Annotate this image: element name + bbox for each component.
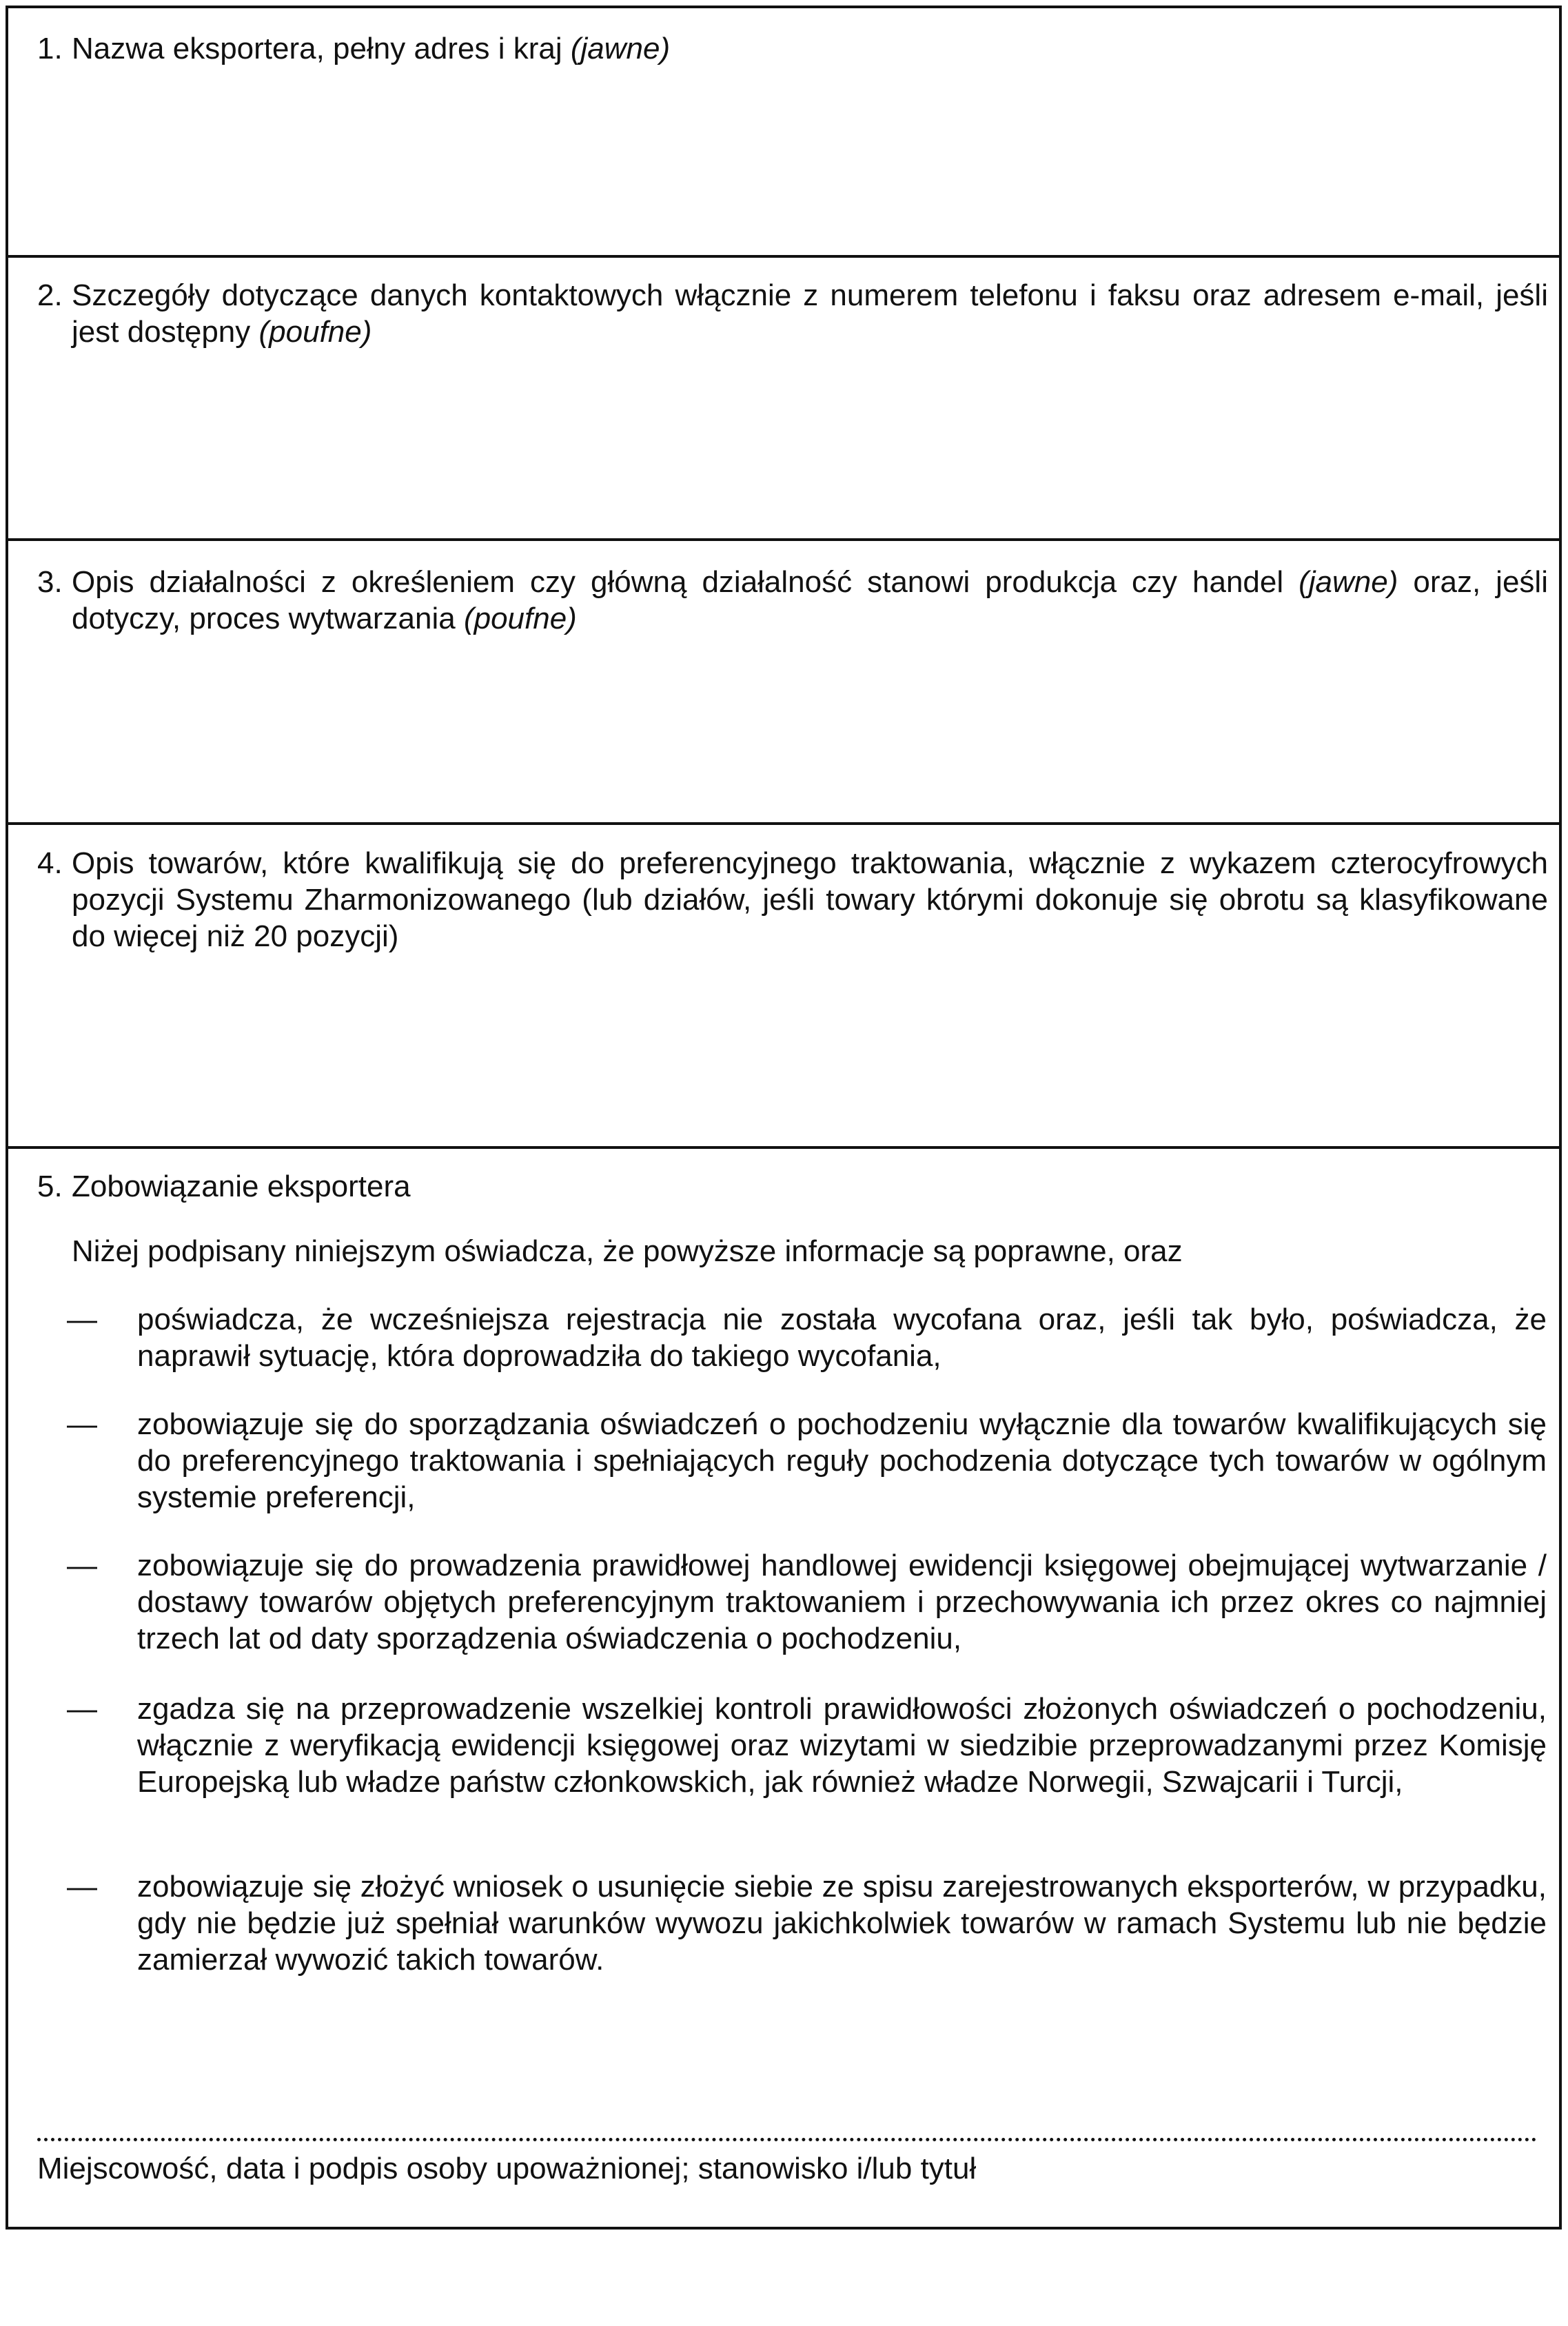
dash-bullet: — <box>67 1549 97 1582</box>
undertaking-item <box>67 1301 1547 1374</box>
section-exporter-undertaking <box>8 1149 1559 2224</box>
field-number: 2. <box>37 278 63 312</box>
undertaking-item <box>67 1406 1547 1516</box>
field-text: oraz, jeśli dotyczy, proces wytwarzania <box>72 565 1548 635</box>
field-text: Nazwa eksportera, pełny adres i kraj <box>72 32 571 65</box>
section-activity-description <box>8 541 1559 825</box>
field-text: Opis działalności z określeniem czy główną działalność stanowi produkcja czy handel <box>72 565 1299 599</box>
dash-bullet: — <box>67 1870 97 1904</box>
dash-bullet: — <box>67 1303 97 1336</box>
field-number: 1. <box>37 32 63 65</box>
undertaking-item-text: zgadza się na przeprowadzenie wszelkiej kontroli prawidłowości złożonych oświadczeń o pochodzeniu, włącznie z weryfikacją ewidencji księgowej oraz wizytami w siedzibie przeprowadzanymi przez Komisję Europejską lub władze państw członkowskich, jak również władze Norwegii, Szwajcarii i Turcji, <box>137 1692 1547 1799</box>
undertaking-item <box>67 1547 1547 1657</box>
field-text: Opis towarów, które kwalifikują się do preferencyjnego traktowania, włącznie z wykazem czterocyfrowych pozycji Systemu Zharmonizowanego (lub działów, jeśli towary którymi dokonuje się obrotu są klasyfikowane do więcej niż 20 pozycji) <box>72 846 1548 953</box>
undertaking-item-text: zobowiązuje się do prowadzenia prawidłowej handlowej ewidencji księgowej obejmującej wytwarzanie / dostawy towarów objętych preferencyjnym traktowaniem i przechowywania ich przez okres co najmniej trzech lat od daty sporządzenia oświadczenia o pochodzeniu, <box>137 1549 1547 1655</box>
dash-bullet: — <box>67 1692 97 1726</box>
field-text: Zobowiązanie eksportera <box>72 1170 411 1203</box>
undertaking-item-text: zobowiązuje się złożyć wniosek o usunięcie siebie ze spisu zarejestrowanych eksporterów, w przypadku, gdy nie będzie już spełniał warunków wywozu jakichkolwiek towarów w ramach Systemu lub nie będzie zamierzał wywozić takich towarów. <box>137 1870 1547 1977</box>
registration-form <box>6 6 1562 2230</box>
section-contact-details <box>8 258 1559 541</box>
undertaking-item-text: poświadcza, że wcześniejsza rejestracja nie została wycofana oraz, jeśli tak było, poświadcza, że naprawił sytuację, która doprowadziła do takiego wycofania, <box>137 1303 1547 1373</box>
field-2-label <box>37 277 1548 350</box>
undertaking-item <box>67 1691 1547 1800</box>
field-number: 5. <box>37 1170 63 1203</box>
field-note: (jawne) <box>1299 565 1398 599</box>
dash-bullet: — <box>67 1407 97 1441</box>
section-goods-description <box>8 825 1559 1149</box>
undertaking-intro: Niżej podpisany niniejszym oświadcza, że powyższe informacje są poprawne, oraz <box>72 1234 1183 1268</box>
undertaking-item-text: zobowiązuje się do sporządzania oświadczeń o pochodzeniu wyłącznie dla towarów kwalifikujących się do preferencyjnego traktowania i spełniających reguły pochodzenia dotyczące tych towarów w ogólnym systemie preferencji, <box>137 1407 1547 1514</box>
field-5-label <box>37 1168 1548 1205</box>
field-note: (poufne) <box>463 602 577 635</box>
field-note: (poufne) <box>258 315 372 349</box>
field-note: (jawne) <box>570 32 671 65</box>
field-text: Szczegóły dotyczące danych kontaktowych włącznie z numerem telefonu i faksu oraz adresem e-mail, jeśli jest dostępny <box>72 278 1548 349</box>
signature-label: Miejscowość, data i podpis osoby upoważnionej; stanowisko i/lub tytuł <box>37 2152 977 2185</box>
field-number: 3. <box>37 565 63 599</box>
field-1-label <box>37 30 1548 67</box>
section-exporter-name <box>8 8 1559 258</box>
undertaking-item <box>67 1868 1547 1978</box>
field-number: 4. <box>37 846 63 880</box>
signature-line[interactable] <box>37 2138 1537 2141</box>
field-4-label <box>37 845 1548 955</box>
field-3-label <box>37 564 1548 637</box>
